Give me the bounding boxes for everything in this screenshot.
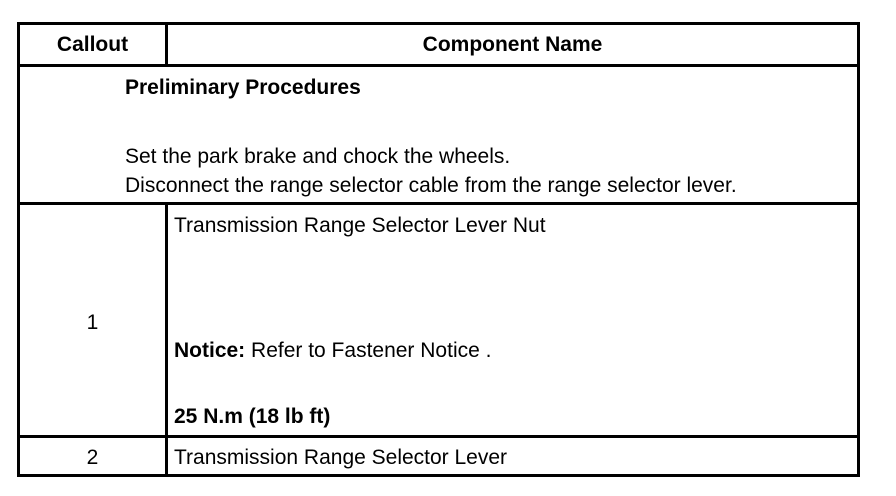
table-row xyxy=(20,438,857,474)
table-header-row xyxy=(20,25,857,67)
notice-label: Notice: xyxy=(174,339,246,362)
component-name: Transmission Range Selector Lever xyxy=(174,446,508,469)
preliminary-procedures-row xyxy=(20,67,857,205)
notice-line xyxy=(174,339,491,363)
callout-number: 1 xyxy=(86,311,99,334)
preliminary-step: Disconnect the range selector cable from the range selector lever. xyxy=(125,174,737,197)
preliminary-procedures-title: Preliminary Procedures xyxy=(125,76,361,99)
torque-spec: 25 N.m (18 lb ft) xyxy=(174,405,331,428)
callout-number: 2 xyxy=(86,446,99,469)
preliminary-step: Set the park brake and chock the wheels. xyxy=(125,145,511,168)
component-cell xyxy=(168,205,857,435)
callout-column-header: Callout xyxy=(20,25,168,64)
table-row xyxy=(20,205,857,438)
component-name: Transmission Range Selector Lever Nut xyxy=(174,214,546,237)
callout-cell xyxy=(20,438,168,474)
component-cell xyxy=(168,438,857,474)
component-name-column-header: Component Name xyxy=(422,33,603,56)
callout-cell xyxy=(20,205,168,435)
notice-text: Refer to Fastener Notice . xyxy=(245,339,492,362)
component-table xyxy=(17,22,860,477)
